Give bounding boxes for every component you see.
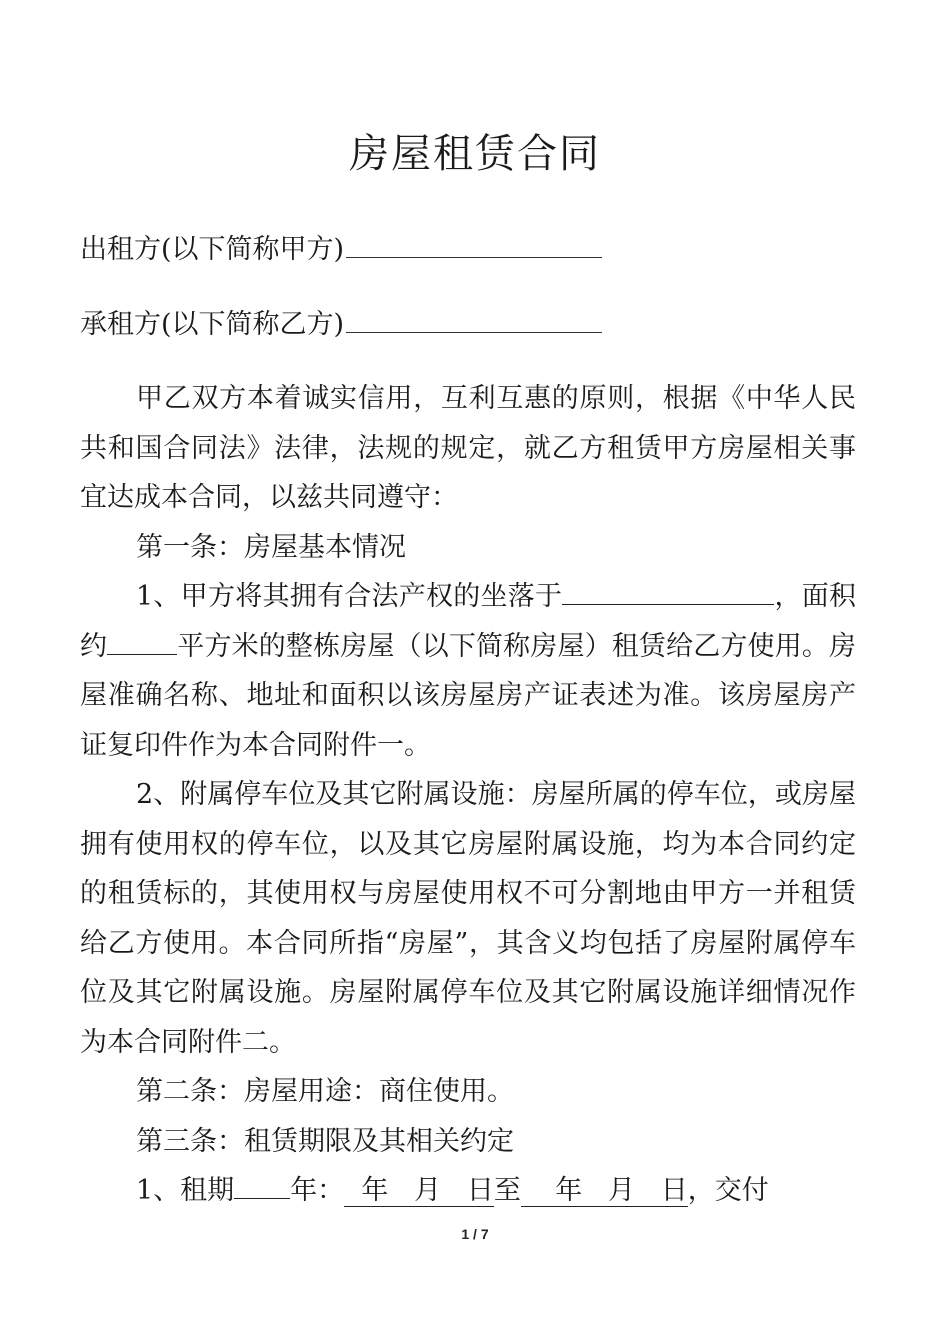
article3-item1-part-c: ，交付 bbox=[687, 1175, 769, 1206]
preamble-paragraph: 甲乙双方本着诚实信用，互利互惠的原则，根据《中华人民共和国合同法》法律，法规的规定，就乙方租赁甲方房屋相关事宜达成本合同，以兹共同遵守： bbox=[80, 383, 856, 513]
article1-item1-part-c: 平方米的整栋房屋（以下简称房屋）租赁给乙方使用。房屋准确名称、地址和面积以该房屋房产证表述为准。该房屋房产证复印件作为本合同附件一。 bbox=[80, 630, 857, 761]
article1-item1 bbox=[80, 572, 856, 770]
lessor-label: 出租方(以下简称甲方) bbox=[80, 234, 345, 265]
end-date-blank bbox=[521, 1175, 688, 1207]
end-year: 年 bbox=[555, 1175, 583, 1206]
article3-item1 bbox=[80, 1166, 856, 1216]
end-day: 日 bbox=[660, 1175, 688, 1206]
date-to: 至 bbox=[493, 1175, 521, 1206]
article3-item1-part-b: 年： bbox=[290, 1175, 345, 1206]
article2-paragraph: 第二条：房屋用途：商住使用。 bbox=[136, 1076, 514, 1107]
contract-body bbox=[80, 374, 856, 1216]
lessor-blank bbox=[346, 231, 602, 258]
article1-heading: 第一条：房屋基本情况 bbox=[136, 531, 406, 563]
start-day: 日 bbox=[466, 1175, 494, 1206]
article1-item1-part-b: ，面积约 bbox=[80, 581, 856, 662]
area-blank bbox=[107, 624, 177, 655]
page-number: 1 / 7 bbox=[461, 1226, 489, 1242]
lessee-label: 承租方(以下简称乙方) bbox=[80, 309, 345, 340]
lessee-line bbox=[80, 305, 602, 345]
start-month: 月 bbox=[414, 1175, 442, 1206]
article3-item1-part-a: 1、租期 bbox=[136, 1175, 235, 1206]
end-month: 月 bbox=[607, 1175, 635, 1206]
term-years-blank bbox=[234, 1168, 290, 1199]
lessor-line bbox=[80, 230, 602, 270]
location-blank bbox=[562, 574, 774, 605]
document-title: 房屋租赁合同 bbox=[349, 131, 601, 177]
start-date-blank bbox=[344, 1175, 494, 1207]
article3-heading: 第三条：租赁期限及其相关约定 bbox=[136, 1125, 514, 1157]
article1-item2: 2、附属停车位及其它附属设施：房屋所属的停车位，或房屋拥有使用权的停车位，以及其它房屋附属设施，均为本合同约定的租赁标的，其使用权与房屋使用权不可分割地由甲方一并租赁给乙方使用。本合同所指“房屋”，其含义均包括了房屋附属停车位及其它附属设施。房屋附属停车位及其它附属设施详细情况作为本合同附件二。 bbox=[80, 779, 856, 1058]
start-year: 年 bbox=[361, 1175, 389, 1206]
article1-item1-part-a: 1、甲方将其拥有合法产权的坐落于 bbox=[136, 581, 563, 612]
lessee-blank bbox=[346, 306, 602, 333]
